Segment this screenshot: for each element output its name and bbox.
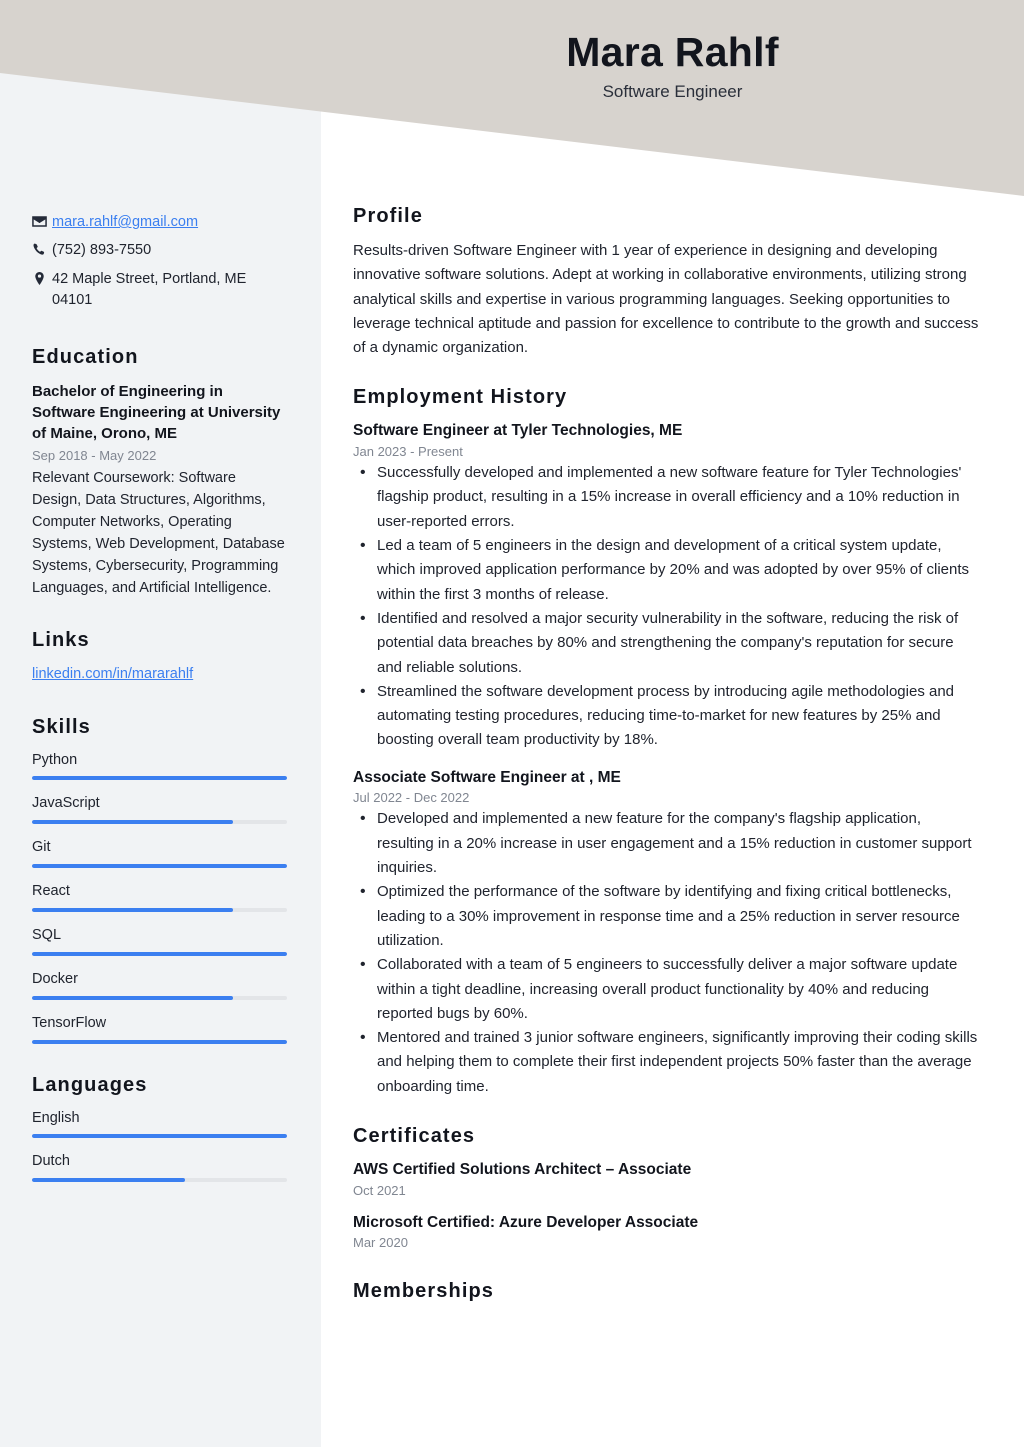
main-column [321,0,1024,1314]
skill-item [32,882,287,912]
contact-address [32,269,287,312]
memberships-heading: Memberships [353,1280,495,1303]
certificates-list [353,1159,980,1250]
job-bullet: • Developed and implemented a new feature for the company's flagship application, resulting in a 20% increase in user engagement and a 15% reduction in customer support inquiries. [353,807,980,880]
job-bullet: • Successfully developed and implemented a new software feature for Tyler Technologies' flagship product, resulting in a 15% increase in overall efficiency and a 10% reduction in user-reported errors. [353,461,980,534]
skill-item [32,926,287,956]
languages-heading: Languages [32,1073,148,1096]
jobs-list [353,420,980,1099]
job-title: Associate Software Engineer at , ME [353,768,621,786]
skill-item-bar-fill [32,864,287,868]
job-bullet: • Collaborated with a team of 5 engineers to successfully deliver a major software update within a tight deadline, increasing overall product functionality by 40% and reducing reported bugs by 60%. [353,953,980,1026]
sidebar [0,0,321,1212]
certificate-name: Microsoft Certified: Azure Developer Associate [353,1213,699,1231]
skill-item-label: SQL [32,927,62,944]
job-bullets [353,461,980,753]
employment-heading: Employment History [353,386,568,409]
job-date: Jul 2022 - Dec 2022 [353,790,470,806]
job-bullet: • Identified and resolved a major security vulnerability in the software, reducing the risk of potential data breaches by 80% and strengthening the company's reputation for secure and reliable solutions. [353,607,980,680]
language-item-bar-fill [32,1134,287,1138]
map-pin-icon [32,269,52,286]
header-subtitle: Software Engineer [602,82,743,102]
skill-item [32,794,287,824]
skill-item-bar-fill [32,1040,287,1044]
certificates-heading: Certificates [353,1124,476,1147]
skill-item-bar-track [32,952,287,956]
education-heading: Education [32,345,139,368]
email-link[interactable]: mara.rahlf@gmail.com [52,214,199,230]
skill-item-label: JavaScript [32,795,100,812]
skill-item-bar-fill [32,952,287,956]
contact-email[interactable] [32,212,287,233]
job-bullets [353,807,980,1099]
phone-icon [32,240,52,257]
languages-list [32,1109,287,1183]
certificate-date: Mar 2020 [353,1235,408,1251]
job-entry [353,420,980,752]
profile-section [353,205,980,360]
profile-text: Results-driven Software Engineer with 1 year of experience in designing and developing innovative software solutions. Adept at working in collaborative environments, utilizing strong analytical skills and expertise in various programming languages. Seeking opportunities to leverage technical aptitude and passion for excellence to contribute to the growth and success of a dynamic organization. [353,242,979,357]
job-date: Jan 2023 - Present [353,444,463,460]
job-title: Software Engineer at Tyler Technologies, ME [353,422,683,440]
skill-item [32,970,287,1000]
skill-item-bar-track [32,820,287,824]
skill-item-bar-track [32,908,287,912]
language-item-bar-track [32,1134,287,1138]
languages-section [32,1074,287,1183]
skill-item-bar-track [32,996,287,1000]
skills-section [32,716,287,1044]
contact-list [32,212,287,312]
job-entry [353,767,980,1099]
skill-item-bar-fill [32,908,233,912]
address-value: 42 Maple Street, Portland, ME 04101 [52,270,247,309]
language-item [32,1109,287,1139]
language-item-bar-fill [32,1178,185,1182]
skill-item-label: Git [32,839,51,856]
skills-list [32,751,287,1044]
job-bullet: • Led a team of 5 engineers in the design and development of a critical system update, which improved application performance by 20% and was adopted by over 95% of clients within the first 3 months of release. [353,534,980,607]
certificate-date: Oct 2021 [353,1182,406,1198]
skill-item [32,838,287,868]
education-degree: Bachelor of Engineering in Software Engineering at University of Maine, Orono, ME [32,382,281,443]
skill-item [32,1014,287,1044]
skills-heading: Skills [32,715,91,738]
job-bullet: • Optimized the performance of the software by identifying and fixing critical bottlenecks, leading to a 30% improvement in response time and a 25% reduction in server resource utilization. [353,880,980,953]
certificate-entry [353,1159,980,1198]
phone-value: (752) 893-7550 [52,242,152,259]
skill-item-label: React [32,883,70,900]
links-heading: Links [32,628,90,651]
language-item-label: Dutch [32,1153,70,1170]
employment-section [353,386,980,1099]
job-bullet: • Mentored and trained 3 junior software engineers, significantly improving their coding skills and helping them to complete their first independent projects 50% faster than the average onboarding time. [353,1026,980,1099]
envelope-icon [32,212,52,229]
language-item-label: English [32,1109,80,1126]
links-section [32,629,287,686]
profile-heading: Profile [353,205,423,227]
skill-item-bar-fill [32,820,233,824]
language-item [32,1152,287,1182]
contact-phone [32,240,287,261]
skill-item-bar-track [32,1040,287,1044]
skill-item [32,751,287,781]
certificates-section [353,1125,980,1250]
education-description: Relevant Coursework: Software Design, Data Structures, Algorithms, Computer Networks, Operating Systems, Web Development, Database Systems, Cybersecurity, Programming Languages, and Artificial Intelligence. [32,469,285,596]
education-section [32,346,287,599]
certificate-entry [353,1212,980,1251]
job-bullet: • Streamlined the software development process by introducing agile methodologies and automating testing procedures, reducing time-to-market for new features by 25% and boosting overall team productivity by 18%. [353,680,980,753]
skill-item-bar-track [32,864,287,868]
skill-item-label: TensorFlow [32,1014,107,1031]
skill-item-bar-fill [32,776,287,780]
certificate-name: AWS Certified Solutions Architect – Associate [353,1160,692,1178]
skill-item-bar-track [32,776,287,780]
linkedin-link[interactable]: linkedin.com/in/mararahlf [32,665,194,682]
skill-item-bar-fill [32,996,233,1000]
skill-item-label: Python [32,751,78,768]
skill-item-label: Docker [32,970,78,987]
page-title: Mara Rahlf [566,29,779,75]
language-item-bar-track [32,1178,287,1182]
education-date: Sep 2018 - May 2022 [32,447,157,463]
